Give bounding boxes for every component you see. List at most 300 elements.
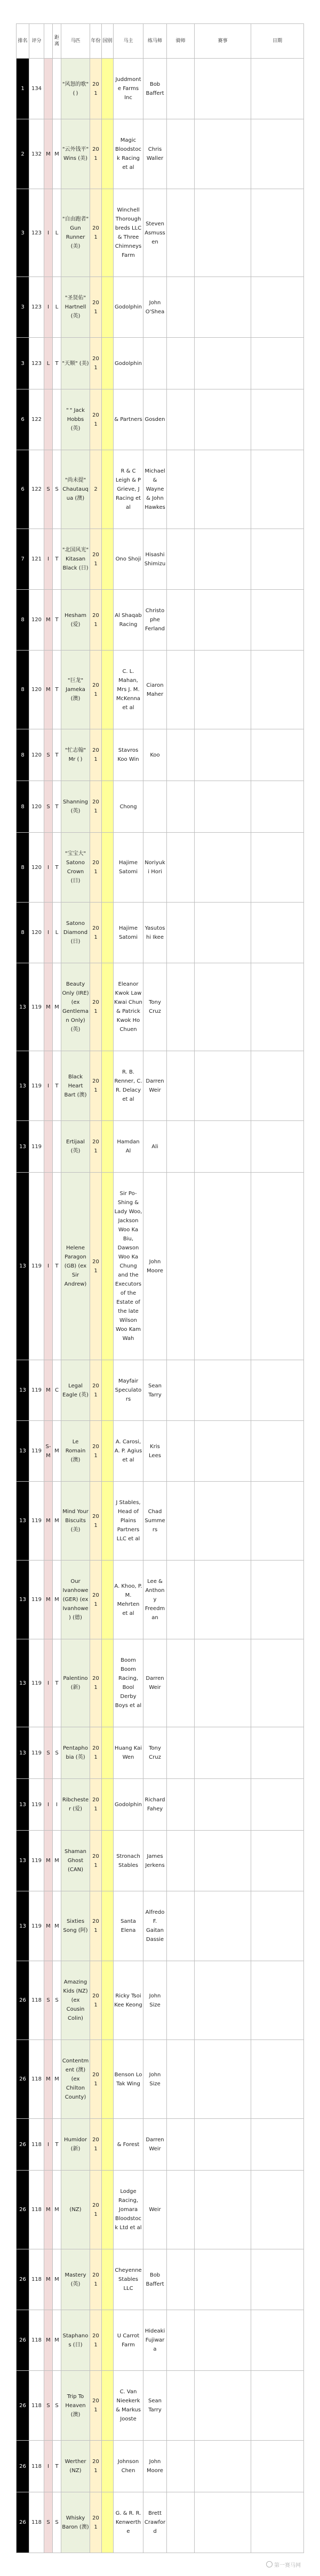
- rating-cell: 118: [29, 1961, 44, 2040]
- trainer-cell: Chad Summers: [143, 1482, 167, 1561]
- owner-cell: Magic Bloodstock Racing et al: [114, 119, 143, 189]
- header-date: 日期: [251, 24, 304, 59]
- trainer-cell: Gosden: [143, 389, 167, 450]
- owner-cell: Mayfair Speculators: [114, 1360, 143, 1421]
- owner-cell: Godolphin: [114, 338, 143, 389]
- horse-name-cell: "风怒的歌" ( ): [61, 59, 90, 119]
- date-cell: [251, 1051, 304, 1121]
- year-cell: 201: [90, 2119, 102, 2171]
- jockey-cell: [167, 590, 195, 651]
- race-cell: [195, 590, 251, 651]
- trainer-cell: Richard Fahey: [143, 1779, 167, 1831]
- rank-cell: 26: [17, 1961, 29, 2040]
- horse-name-cell: Whisky Baron (澳): [61, 2492, 90, 2553]
- country-cell: [102, 338, 114, 389]
- race-cell: [195, 119, 251, 189]
- owner-cell: Juddmonte Farms Inc: [114, 59, 143, 119]
- jockey-cell: [167, 2371, 195, 2441]
- horse-name-cell: Werther (NZ): [61, 2441, 90, 2492]
- owner-cell: Godolphin: [114, 1779, 143, 1831]
- horse-name-cell: "北国风光" Kitasan Black (日): [61, 529, 90, 590]
- horse-name-cell: Pentaphobia (英): [61, 1727, 90, 1779]
- race-cell: [195, 2310, 251, 2371]
- rank-cell: 8: [17, 781, 29, 833]
- distance-cell: M: [53, 2310, 61, 2371]
- date-cell: [251, 2119, 304, 2171]
- rating-cell: 119: [29, 1051, 44, 1121]
- rating-cell: 118: [29, 2441, 44, 2492]
- country-cell: [102, 189, 114, 277]
- year-cell: 201: [90, 1639, 102, 1727]
- date-cell: [251, 1421, 304, 1482]
- date-cell: [251, 1727, 304, 1779]
- rating-cell: 119: [29, 1561, 44, 1639]
- owner-cell: Cheyenne Stables LLC: [114, 2249, 143, 2310]
- distance-cell: I: [53, 1779, 61, 1831]
- rating-cell: 118: [29, 2171, 44, 2249]
- rank-cell: 8: [17, 833, 29, 903]
- horse-name-cell: Trip To Heaven (澳): [61, 2371, 90, 2441]
- rank-cell: 13: [17, 1121, 29, 1173]
- horse-name-cell: Shaman Ghost (CAN): [61, 1831, 90, 1891]
- distance-cell: T: [53, 2441, 61, 2492]
- jockey-cell: [167, 189, 195, 277]
- trainer-cell: Bob Baffert: [143, 59, 167, 119]
- sex-cell: M: [44, 963, 53, 1051]
- country-cell: [102, 119, 114, 189]
- rank-cell: 8: [17, 903, 29, 963]
- sex-cell: I: [44, 833, 53, 903]
- country-cell: [102, 1121, 114, 1173]
- sex-cell: S: [44, 729, 53, 781]
- date-cell: [251, 1173, 304, 1360]
- table-row: [17, 2371, 304, 2441]
- owner-cell: Eleanor Kwok Law Kwai Chun & Patrick Kwok Ho Chuen: [114, 963, 143, 1051]
- rating-cell: 120: [29, 729, 44, 781]
- horse-name-cell: "自由跑者" Gun Runner (美): [61, 189, 90, 277]
- date-cell: [251, 1831, 304, 1891]
- rating-cell: 120: [29, 903, 44, 963]
- trainer-cell: Tony Cruz: [143, 963, 167, 1051]
- trainer-cell: Yasutoshi Ikee: [143, 903, 167, 963]
- owner-cell: Godolphin: [114, 277, 143, 338]
- horse-name-cell: "巨龙" Jameka (澳): [61, 651, 90, 729]
- rating-cell: 123: [29, 189, 44, 277]
- rank-cell: 3: [17, 189, 29, 277]
- owner-cell: Sir Po-Shing & Lady Woo, Jackson Woo Ka Biu, Dawson Woo Ka Chung and the Executors of the Estate of the late Wilson Woo Kam Wah: [114, 1173, 143, 1360]
- horse-name-cell: Shanning (英): [61, 781, 90, 833]
- date-cell: [251, 1360, 304, 1421]
- year-cell: 201: [90, 1173, 102, 1360]
- horse-name-cell: Mind Your Biscuits (美): [61, 1482, 90, 1561]
- distance-cell: S: [53, 450, 61, 529]
- ranking-sheet: [16, 23, 303, 2553]
- distance-cell: L: [53, 277, 61, 338]
- table-row: [17, 729, 304, 781]
- trainer-cell: Kris Lees: [143, 1421, 167, 1482]
- jockey-cell: [167, 1173, 195, 1360]
- race-cell: [195, 1831, 251, 1891]
- race-cell: [195, 450, 251, 529]
- distance-cell: M: [53, 1831, 61, 1891]
- country-cell: [102, 2171, 114, 2249]
- owner-cell: Benson Lo Tak Wing: [114, 2040, 143, 2119]
- distance-cell: T: [53, 1173, 61, 1360]
- header-owner: 马主: [114, 24, 143, 59]
- jockey-cell: [167, 1727, 195, 1779]
- race-cell: [195, 529, 251, 590]
- trainer-cell: John Moore: [143, 1173, 167, 1360]
- owner-cell: & Forest: [114, 2119, 143, 2171]
- sex-cell: M: [44, 2040, 53, 2119]
- race-cell: [195, 1639, 251, 1727]
- table-row: [17, 781, 304, 833]
- rank-cell: 6: [17, 450, 29, 529]
- year-cell: 201: [90, 389, 102, 450]
- table-row: [17, 2171, 304, 2249]
- jockey-cell: [167, 2040, 195, 2119]
- rating-cell: 118: [29, 2040, 44, 2119]
- sex-cell: S: [44, 781, 53, 833]
- rating-cell: 118: [29, 2119, 44, 2171]
- table-row: [17, 529, 304, 590]
- sex-cell: S: [44, 2492, 53, 2553]
- year-cell: 201: [90, 781, 102, 833]
- sex-cell: S: [44, 450, 53, 529]
- rank-cell: 26: [17, 2310, 29, 2371]
- table-row: [17, 59, 304, 119]
- country-cell: [102, 963, 114, 1051]
- country-cell: [102, 2040, 114, 2119]
- trainer-cell: Alfredo F. Gaitan Dassie: [143, 1891, 167, 1961]
- table-row: [17, 1779, 304, 1831]
- header-trainer: 练马师: [143, 24, 167, 59]
- rank-cell: 13: [17, 1727, 29, 1779]
- header-rating: 评分: [29, 24, 44, 59]
- race-cell: [195, 1561, 251, 1639]
- year-cell: 201: [90, 903, 102, 963]
- table-row: [17, 651, 304, 729]
- trainer-cell: Tony Cruz: [143, 1727, 167, 1779]
- sex-cell: I: [44, 1639, 53, 1727]
- race-cell: [195, 1360, 251, 1421]
- year-cell: 201: [90, 1121, 102, 1173]
- table-row: [17, 963, 304, 1051]
- owner-cell: Johnson Chen: [114, 2441, 143, 2492]
- horse-name-cell: Helene Paragon (GB) (ex Sir Andrew): [61, 1173, 90, 1360]
- jockey-cell: [167, 1639, 195, 1727]
- country-cell: [102, 59, 114, 119]
- jockey-cell: [167, 338, 195, 389]
- distance-cell: M: [53, 1421, 61, 1482]
- distance-cell: T: [53, 1639, 61, 1727]
- horse-name-cell: Our Ivanhowe (GER) (ex Ivanhowe) (德): [61, 1561, 90, 1639]
- table-row: [17, 1051, 304, 1121]
- sex-cell: M: [44, 651, 53, 729]
- year-cell: 201: [90, 2310, 102, 2371]
- country-cell: [102, 1421, 114, 1482]
- rating-cell: 122: [29, 450, 44, 529]
- jockey-cell: [167, 2441, 195, 2492]
- table-row: [17, 1121, 304, 1173]
- sex-cell: S: [44, 1961, 53, 2040]
- date-cell: [251, 651, 304, 729]
- race-cell: [195, 781, 251, 833]
- race-cell: [195, 1421, 251, 1482]
- rank-cell: 13: [17, 1421, 29, 1482]
- date-cell: [251, 2249, 304, 2310]
- owner-cell: G. & R. R. Kenwerthe: [114, 2492, 143, 2553]
- jockey-cell: [167, 729, 195, 781]
- year-cell: 201: [90, 1482, 102, 1561]
- jockey-cell: [167, 1360, 195, 1421]
- table-row: [17, 1831, 304, 1891]
- sex-cell: M: [44, 2171, 53, 2249]
- horse-name-cell: "天顺" (美): [61, 338, 90, 389]
- trainer-cell: Weir: [143, 2171, 167, 2249]
- jockey-cell: [167, 277, 195, 338]
- horse-name-cell: "宝宝大" Satono Crown (日): [61, 833, 90, 903]
- rating-cell: 122: [29, 389, 44, 450]
- distance-cell: M: [53, 2171, 61, 2249]
- owner-cell: Santa Elena: [114, 1891, 143, 1961]
- sex-cell: [44, 59, 53, 119]
- distance-cell: M: [53, 1561, 61, 1639]
- jockey-cell: [167, 1421, 195, 1482]
- owner-cell: Boom Boom Racing, Bool Derby Boys et al: [114, 1639, 143, 1727]
- distance-cell: M: [53, 1891, 61, 1961]
- date-cell: [251, 903, 304, 963]
- year-cell: 201: [90, 2040, 102, 2119]
- trainer-cell: Christophe Ferland: [143, 590, 167, 651]
- owner-cell: Stronach Stables: [114, 1831, 143, 1891]
- jockey-cell: [167, 1121, 195, 1173]
- trainer-cell: Darren Weir: [143, 2119, 167, 2171]
- date-cell: [251, 529, 304, 590]
- country-cell: [102, 2371, 114, 2441]
- ranking-table: [16, 23, 304, 2553]
- country-cell: [102, 1360, 114, 1421]
- date-cell: [251, 1891, 304, 1961]
- header-sex: [44, 24, 53, 59]
- table-row: [17, 1173, 304, 1360]
- rating-cell: 134: [29, 59, 44, 119]
- rating-cell: 119: [29, 1421, 44, 1482]
- distance-cell: [53, 389, 61, 450]
- owner-cell: & Partners: [114, 389, 143, 450]
- trainer-cell: John Size: [143, 2040, 167, 2119]
- date-cell: [251, 781, 304, 833]
- date-cell: [251, 189, 304, 277]
- sex-cell: [44, 1121, 53, 1173]
- sex-cell: I: [44, 1051, 53, 1121]
- owner-cell: C. L. Mahan, Mrs J. M. McKenna et al: [114, 651, 143, 729]
- sex-cell: I: [44, 529, 53, 590]
- rating-cell: 120: [29, 590, 44, 651]
- date-cell: [251, 2492, 304, 2553]
- header-row: [17, 24, 304, 59]
- year-cell: 201: [90, 338, 102, 389]
- rank-cell: 8: [17, 590, 29, 651]
- sex-cell: I: [44, 2119, 53, 2171]
- distance-cell: M: [53, 2040, 61, 2119]
- distance-cell: S: [53, 1961, 61, 2040]
- trainer-cell: Darren Weir: [143, 1051, 167, 1121]
- sex-cell: I: [44, 2441, 53, 2492]
- year-cell: 201: [90, 1961, 102, 2040]
- header-race: 赛事: [195, 24, 251, 59]
- sex-cell: M: [44, 2310, 53, 2371]
- jockey-cell: [167, 389, 195, 450]
- horse-name-cell: Le Romain (澳): [61, 1421, 90, 1482]
- rating-cell: 119: [29, 1360, 44, 1421]
- rank-cell: 7: [17, 529, 29, 590]
- table-row: [17, 1961, 304, 2040]
- year-cell: 201: [90, 529, 102, 590]
- country-cell: [102, 590, 114, 651]
- sex-cell: M: [44, 119, 53, 189]
- table-row: [17, 2119, 304, 2171]
- country-cell: [102, 2492, 114, 2553]
- header-jockey: 骑师: [167, 24, 195, 59]
- year-cell: 201: [90, 590, 102, 651]
- owner-cell: A. Carosi, A. P. Agius et al: [114, 1421, 143, 1482]
- table-row: [17, 2310, 304, 2371]
- table-row: [17, 903, 304, 963]
- race-cell: [195, 2119, 251, 2171]
- jockey-cell: [167, 59, 195, 119]
- horse-name-cell: "云外钱平" Wins (美): [61, 119, 90, 189]
- sex-cell: S-M: [44, 1421, 53, 1482]
- year-cell: 201: [90, 1421, 102, 1482]
- year-cell: 201: [90, 833, 102, 903]
- date-cell: [251, 590, 304, 651]
- rating-cell: 118: [29, 2249, 44, 2310]
- table-row: [17, 1482, 304, 1561]
- jockey-cell: [167, 119, 195, 189]
- country-cell: [102, 1482, 114, 1561]
- country-cell: [102, 450, 114, 529]
- distance-cell: L: [53, 189, 61, 277]
- year-cell: 201: [90, 2492, 102, 2553]
- rank-cell: 26: [17, 2171, 29, 2249]
- rank-cell: 13: [17, 963, 29, 1051]
- year-cell: 201: [90, 1891, 102, 1961]
- date-cell: [251, 119, 304, 189]
- horse-name-cell: "忙志翰" Mr ( ): [61, 729, 90, 781]
- header-year: 年份: [90, 24, 102, 59]
- year-cell: 201: [90, 119, 102, 189]
- distance-cell: S: [53, 2371, 61, 2441]
- owner-cell: R. B. Renner, C. R. Delacy et al: [114, 1051, 143, 1121]
- country-cell: [102, 1891, 114, 1961]
- jockey-cell: [167, 2310, 195, 2371]
- rank-cell: 13: [17, 1639, 29, 1727]
- country-cell: [102, 1173, 114, 1360]
- trainer-cell: Hisashi Shimizu: [143, 529, 167, 590]
- jockey-cell: [167, 2492, 195, 2553]
- trainer-cell: John O'Shea: [143, 277, 167, 338]
- horse-name-cell: Satono Diamond (日): [61, 903, 90, 963]
- date-cell: [251, 1961, 304, 2040]
- sex-cell: M: [44, 590, 53, 651]
- horse-name-cell: Ribchester (爱): [61, 1779, 90, 1831]
- horse-name-cell: Beauty Only (IRE) (ex Gentleman Only) (英): [61, 963, 90, 1051]
- country-cell: [102, 781, 114, 833]
- rating-cell: 118: [29, 2310, 44, 2371]
- owner-cell: C. Van Nieekerk & Markus Jooste: [114, 2371, 143, 2441]
- year-cell: 201: [90, 1779, 102, 1831]
- race-cell: [195, 2040, 251, 2119]
- distance-cell: S: [53, 2492, 61, 2553]
- country-cell: [102, 389, 114, 450]
- rank-cell: 8: [17, 651, 29, 729]
- race-cell: [195, 59, 251, 119]
- sex-cell: S: [44, 2371, 53, 2441]
- year-cell: 201: [90, 1831, 102, 1891]
- race-cell: [195, 1779, 251, 1831]
- owner-cell: Ricky Tsoi Kee Keong: [114, 1961, 143, 2040]
- rank-cell: 3: [17, 338, 29, 389]
- race-cell: [195, 833, 251, 903]
- rank-cell: 13: [17, 1051, 29, 1121]
- rank-cell: 1: [17, 59, 29, 119]
- rating-cell: 119: [29, 1121, 44, 1173]
- race-cell: [195, 1482, 251, 1561]
- rating-cell: 120: [29, 833, 44, 903]
- country-cell: [102, 2249, 114, 2310]
- date-cell: [251, 2310, 304, 2371]
- country-cell: [102, 1051, 114, 1121]
- sex-cell: M: [44, 1360, 53, 1421]
- rank-cell: 26: [17, 2492, 29, 2553]
- jockey-cell: [167, 1482, 195, 1561]
- distance-cell: T: [53, 338, 61, 389]
- rating-cell: 119: [29, 1173, 44, 1360]
- rating-cell: 119: [29, 1727, 44, 1779]
- date-cell: [251, 277, 304, 338]
- jockey-cell: [167, 651, 195, 729]
- race-cell: [195, 651, 251, 729]
- year-cell: 201: [90, 963, 102, 1051]
- jockey-cell: [167, 2171, 195, 2249]
- header-distance: 距离: [53, 24, 61, 59]
- year-cell: 201: [90, 729, 102, 781]
- rank-cell: 13: [17, 1561, 29, 1639]
- jockey-cell: [167, 1831, 195, 1891]
- trainer-cell: Sean Tarry: [143, 2371, 167, 2441]
- sex-cell: M: [44, 1561, 53, 1639]
- race-cell: [195, 1121, 251, 1173]
- horse-name-cell: Legal Eagle (英): [61, 1360, 90, 1421]
- sex-cell: M: [44, 2249, 53, 2310]
- race-cell: [195, 189, 251, 277]
- trainer-cell: Steven Asmussen: [143, 189, 167, 277]
- rating-cell: 118: [29, 2492, 44, 2553]
- sex-cell: L: [44, 338, 53, 389]
- trainer-cell: Brett Crawford: [143, 2492, 167, 2553]
- rating-cell: 119: [29, 1779, 44, 1831]
- race-cell: [195, 338, 251, 389]
- rank-cell: 26: [17, 2040, 29, 2119]
- distance-cell: [53, 1121, 61, 1173]
- date-cell: [251, 2171, 304, 2249]
- date-cell: [251, 389, 304, 450]
- owner-cell: Winchell Thoroughbreds LLC & Three Chimneys Farm: [114, 189, 143, 277]
- race-cell: [195, 2492, 251, 2553]
- ranking-rows: [17, 59, 304, 2553]
- table-row: [17, 338, 304, 389]
